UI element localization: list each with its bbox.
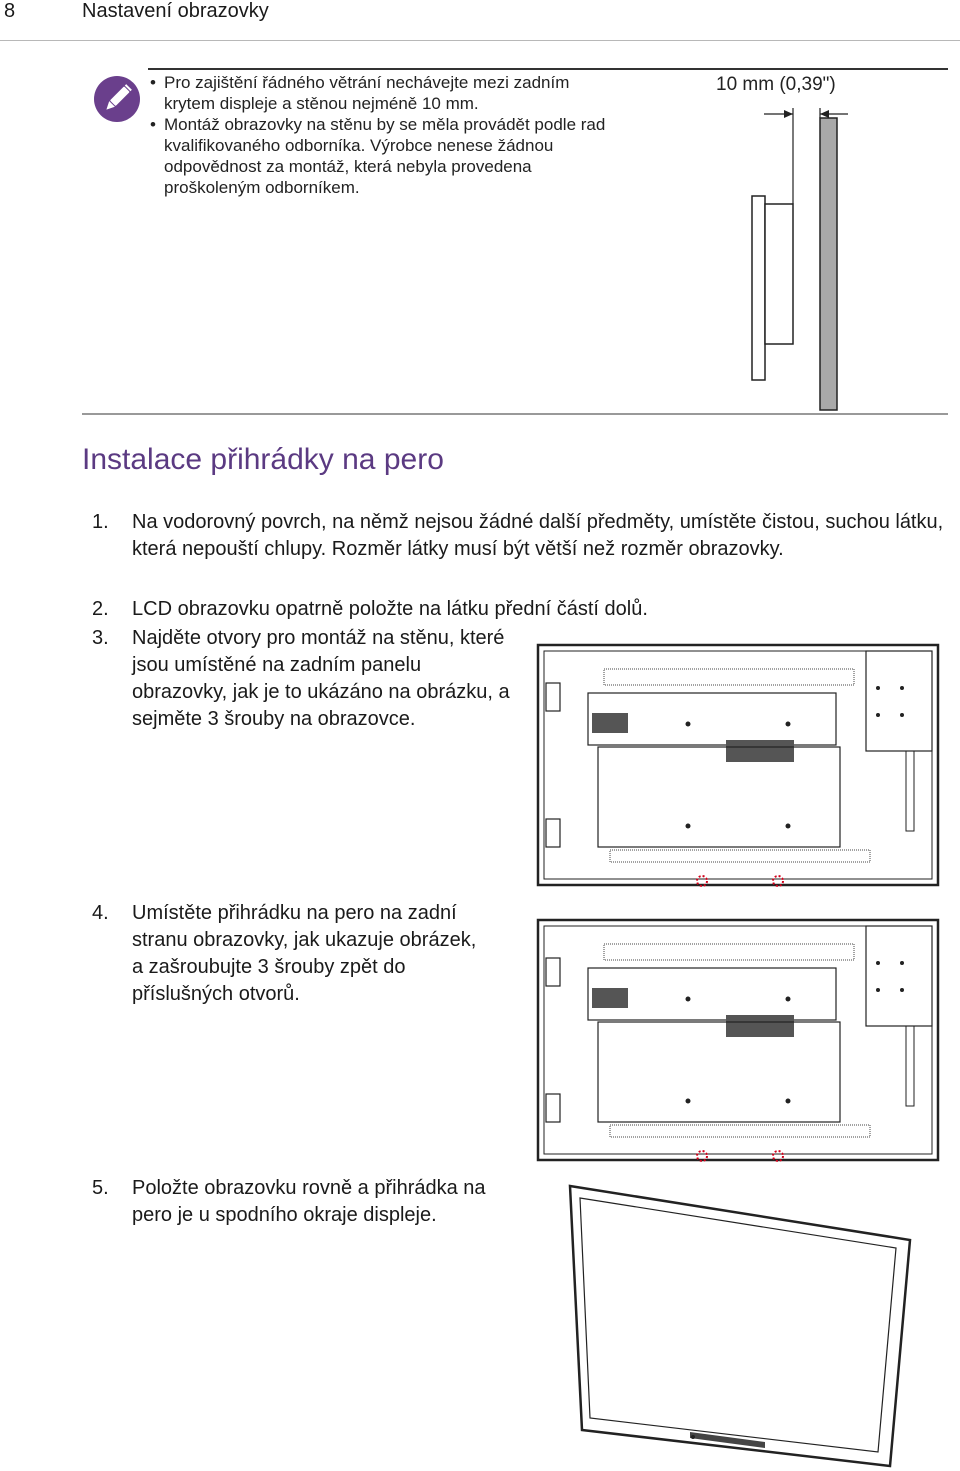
back-panel-figure-pen-tray: [536, 918, 944, 1168]
running-title: Nastavení obrazovky: [82, 0, 269, 22]
page-number: 8: [4, 0, 16, 22]
step-number: 1.: [92, 511, 109, 533]
section-divider: [82, 413, 948, 415]
step-5: [92, 1175, 502, 1229]
step-text: Na vodorovný povrch, na němž nejsou žádné další předměty, umístěte čistou, suchou látku, která nepouští chlupy. Rozměr látky musí být větší než rozměr obrazovky.: [132, 511, 944, 560]
step-number: 3.: [92, 627, 109, 649]
step-2: [92, 596, 950, 623]
note-item: • Pro zajištění řádného větrání nechávejte mezi zadním krytem displeje a stěnou nejméně 10 mm.: [150, 72, 620, 114]
step-1: [92, 509, 950, 563]
wall-clearance-diagram: [740, 100, 850, 415]
step-text: Položte obrazovku rovně a přihrádka na pero je u spodního okraje displeje.: [132, 1177, 486, 1226]
back-panel-figure-screws-removed: [536, 643, 944, 893]
note-item: • Montáž obrazovky na stěnu by se měla provádět podle rad kvalifikovaného odborníka. Výrobce nenese žádnou odpovědnost za montáž, která nebyla provedena proškoleným odborníkem.: [150, 114, 620, 198]
step-text: LCD obrazovku opatrně položte na látku přední částí dolů.: [132, 598, 648, 620]
step-4: [92, 900, 492, 1008]
step-3: [92, 625, 512, 733]
step-number: 2.: [92, 598, 109, 620]
display-front-figure: [560, 1180, 920, 1470]
header-divider: [0, 40, 960, 41]
pencil-icon: [94, 76, 140, 122]
step-text: Najděte otvory pro montáž na stěnu, které jsou umístěné na zadním panelu obrazovky, jak je to ukázáno na obrázku, a sejměte 3 šrouby na obrazovce.: [132, 627, 510, 730]
note-divider: [148, 68, 948, 70]
section-title: Instalace přihrádky na pero: [82, 443, 444, 476]
step-number: 5.: [92, 1177, 109, 1199]
step-text: Umístěte přihrádku na pero na zadní stranu obrazovky, jak ukazuje obrázek, a zašroubujte 3 šrouby zpět do příslušných otvorů.: [132, 902, 477, 1005]
step-number: 4.: [92, 902, 109, 924]
note-list: [150, 72, 620, 198]
gap-label: 10 mm (0,39"): [716, 74, 836, 95]
